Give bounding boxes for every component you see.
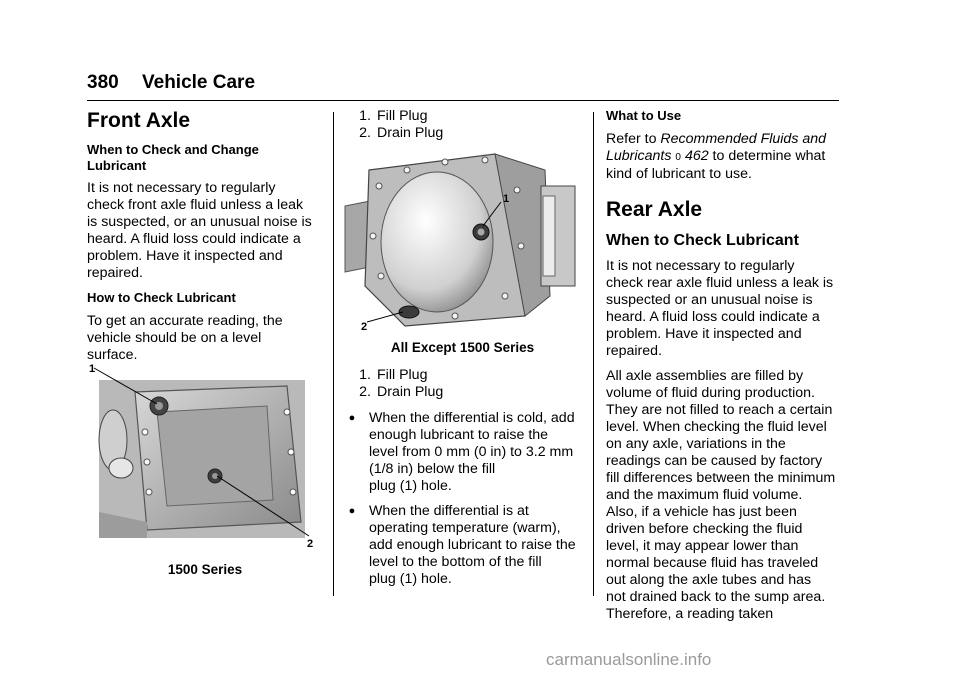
figure-caption-1500: 1500 Series bbox=[167, 561, 243, 577]
column-divider-1 bbox=[333, 112, 334, 596]
plug-list-top bbox=[345, 108, 580, 142]
list-item: 1. Fill Plug bbox=[359, 367, 428, 383]
how-to-check-heading: How to Check Lubricant bbox=[87, 290, 236, 305]
page-header bbox=[87, 72, 839, 101]
what-to-use-heading: What to Use bbox=[606, 108, 682, 123]
bullet-dot: ● bbox=[348, 505, 356, 517]
column-1 bbox=[87, 108, 323, 578]
plug-list-bottom bbox=[345, 367, 580, 401]
list-item: ● When the differential is cold, add enough lubricant to raise the level from 0 mm (0 in) to 3.2 mm (1/8 in) below the fill plug (1) hole. bbox=[345, 410, 580, 495]
axle-1500-illustration bbox=[87, 362, 323, 552]
what-to-use-paragraph: Refer to Recommended Fluids and Lubricants 0 462 to determine what kind of lubricant to use. bbox=[606, 130, 827, 182]
column-3 bbox=[606, 108, 842, 631]
section-title: Vehicle Care bbox=[142, 72, 256, 93]
rear-axle-check-paragraph: It is not necessary to regularly check rear axle fluid unless a leak is suspected or an unusual noise is heard. A fluid loss could indicate a problem. Have it inspected and repaired. bbox=[606, 257, 834, 359]
recommended-fluids-link[interactable]: Recommended Fluids and bbox=[660, 130, 827, 147]
when-to-check-lubricant-heading: When to Check Lubricant bbox=[606, 231, 799, 249]
figure-caption-all-except-1500: All Except 1500 Series bbox=[390, 340, 535, 355]
list-item: ● When the differential is at operating temperature (warm), add enough lubricant to raise the level to the bottom of the fill plug (1) hole. bbox=[345, 503, 580, 588]
figure-1500-series bbox=[87, 362, 323, 578]
axle-all-except-illustration bbox=[345, 146, 580, 336]
figure-all-except-1500 bbox=[345, 146, 580, 356]
rear-axle-title: Rear Axle bbox=[606, 197, 703, 221]
column-divider-2 bbox=[593, 112, 594, 596]
figure-label-2: 2 bbox=[307, 537, 314, 550]
column-2 bbox=[345, 108, 580, 596]
list-item: 1. Fill Plug bbox=[359, 108, 428, 124]
page-reference[interactable]: 462 bbox=[684, 147, 709, 164]
front-axle-check-paragraph: It is not necessary to regularly check front axle fluid unless a leak is suspected, or an unusual noise is heard. A fluid loss could indicate a problem. Have it inspected and repaired. bbox=[87, 180, 312, 281]
when-to-check-change-heading: When to Check and Change Lubricant bbox=[87, 142, 259, 173]
list-item: 2. Drain Plug bbox=[359, 384, 444, 400]
axle-fill-paragraph: All axle assemblies are filled by volume of fluid during production. They are not filled to reach a certain level. When checking the fluid level on any axle, variations in the readings can be caused by factory fill differences between the minimum and the maximum fluid volume. Also, if a vehicle has just been driven before checking the fluid level, it may appear lower than normal because fluid has traveled out along the axle tubes and has not drained back to the sump area. Therefore, a reading taken bbox=[606, 367, 836, 622]
lubricant-level-bullets bbox=[345, 410, 580, 588]
how-to-check-paragraph: To get an accurate reading, the vehicle should be on a level surface. bbox=[87, 312, 283, 363]
figure-label-2: 2 bbox=[361, 321, 368, 333]
front-axle-title: Front Axle bbox=[87, 109, 191, 132]
bullet-dot: ● bbox=[348, 412, 356, 424]
watermark-text: carmanualsonline.info bbox=[546, 650, 712, 669]
page-ref-arrow-icon: 0 bbox=[675, 151, 681, 163]
page-number: 380 bbox=[87, 72, 119, 93]
figure-label-1: 1 bbox=[89, 362, 96, 375]
list-item: 2. Drain Plug bbox=[359, 125, 444, 141]
figure-label-1: 1 bbox=[503, 193, 510, 205]
